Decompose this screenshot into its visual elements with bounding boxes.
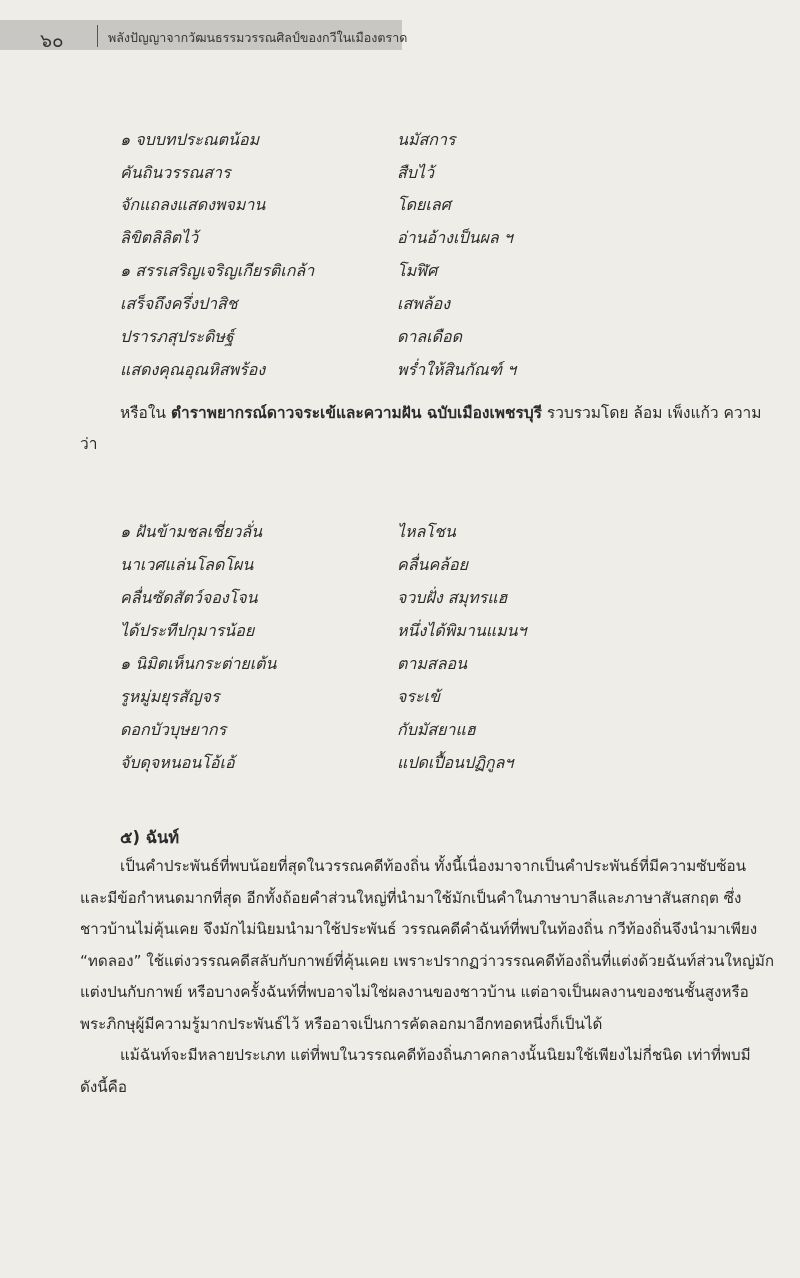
verse-line-left: ๑ สรรเสริญเจริญเกียรติเกล้า bbox=[120, 261, 315, 280]
verse-line-left: ๑ นิมิตเห็นกระต่ายเต้น bbox=[120, 654, 277, 673]
header-divider bbox=[97, 25, 98, 47]
section-heading: ๕) ฉันท์ bbox=[120, 828, 180, 847]
verse-line-left: ดอกบัวบุษยากร bbox=[120, 720, 227, 739]
verse-line-right: ตามสลอน bbox=[397, 654, 468, 673]
verse-line-left: ๑ จบบทประณตน้อม bbox=[120, 130, 260, 149]
verse-line-left: จับดุจหนอนโอ้เอ้ bbox=[120, 753, 235, 772]
verse-line-right: กับมัสยาแฮ bbox=[397, 720, 476, 739]
verse-line-left: แสดงคุณอุณหิสพร้อง bbox=[120, 360, 266, 379]
verse-line-right: นมัสการ bbox=[397, 130, 456, 149]
paragraph-line: “ทดลอง” ใช้แต่งวรรณคดีสลับกับกาพย์ที่คุ้นเคย เพราะปรากฏว่าวรรณคดีท้องถิ่นที่แต่งด้วยฉันท์ส่วนใหญ่มัก bbox=[80, 951, 775, 970]
verse-line-right: ไหลโชน bbox=[397, 522, 456, 541]
paragraph-line: และมีข้อกำหนดมากที่สุด อีกทั้งถ้อยคำส่วนใหญ่ที่นำมาใช้มักเป็นคำในภาษาบาลีและภาษาสันสกฤต ซึ่ง bbox=[80, 888, 742, 907]
verse-line-left: เสร็จถึงครึ่งปาสิช bbox=[120, 294, 238, 313]
verse-line-left: รูหมู่มยุรสัญจร bbox=[120, 687, 220, 706]
verse-line-right: โมฬิศ bbox=[397, 261, 438, 280]
verse-line-right: โดยเลศ bbox=[397, 195, 451, 214]
verse-line-left: ลิขิตลิลิตไว้ bbox=[120, 228, 199, 247]
book-title: ตำราพยากรณ์ดาวจระเข้และความฝัน ฉบับเมืองเพชรบุรี bbox=[170, 404, 542, 422]
running-title: พลังปัญญาจากวัฒนธรรมวรรณศิลป์ของกวีในเมืองตราด bbox=[108, 30, 408, 45]
verse-line-left: นาเวศแล่นโลดโผน bbox=[120, 555, 254, 574]
paragraph-line: ดังนี้คือ bbox=[80, 1077, 127, 1096]
paragraph-line: พระภิกษุผู้มีความรู้มากประพันธ์ไว้ หรืออาจเป็นการคัดลอกมาอีกทอดหนึ่งก็เป็นได้ bbox=[80, 1014, 603, 1033]
paragraph-line: แต่งปนกับกาพย์ หรือบางครั้งฉันท์ที่พบอาจไม่ใช่ผลงานของชาวบ้าน แต่อาจเป็นผลงานของชนชั้นสูงหรือ bbox=[80, 983, 749, 1001]
verse-line-right: หนึ่งได้พิมานแมนฯ bbox=[397, 621, 527, 640]
verse-line-left: จักแถลงแสดงพจมาน bbox=[120, 195, 266, 214]
verse-line-right: คลื่นคล้อย bbox=[397, 555, 468, 574]
verse-line-left: ๑ ฝันข้ามชลเชี่ยวลั่น bbox=[120, 522, 263, 541]
section-paragraph-2 bbox=[80, 1040, 776, 1103]
verse-line-right: จวบฝั่ง สมุทรแฮ bbox=[397, 588, 508, 607]
verse-line-right: พร่ำให้สินกัณฑ์ ฯ bbox=[397, 360, 517, 379]
page-number: ๖๐ bbox=[40, 30, 64, 52]
verse-line-left: คลื่นซัดสัตว์จองโจน bbox=[120, 588, 258, 607]
verse-line-right: แปดเปื้อนปฏิกูลฯ bbox=[397, 753, 514, 772]
intro-text: รวบรวมโดย ล้อม เพ็งแก้ว ความ bbox=[541, 404, 762, 422]
verse-line-right: สืบไว้ bbox=[397, 163, 434, 182]
verse-line-right: ดาลเดือด bbox=[397, 327, 463, 346]
verse-line-left: คันถินวรรณสาร bbox=[120, 163, 231, 182]
verse-line-left: ปรารภสุประดิษฐ์ bbox=[120, 327, 234, 346]
verse-line-right: จระเข้ bbox=[397, 687, 440, 706]
intro-text: หรือใน bbox=[120, 404, 171, 422]
intro-continuation: ว่า bbox=[80, 435, 98, 453]
paragraph-line: เป็นคำประพันธ์ที่พบน้อยที่สุดในวรรณคดีท้องถิ่น ทั้งนี้เนื่องมาจากเป็นคำประพันธ์ที่มีความซับซ้อน bbox=[120, 857, 747, 875]
verse-line-right: เสพล้อง bbox=[397, 294, 451, 313]
paragraph-line: ชาวบ้านไม่คุ้นเคย จึงมักไม่นิยมนำมาใช้ประพันธ์ วรรณคดีคำฉันท์ที่พบในท้องถิ่น กวีท้องถิ่นจึงนำมาเพียง bbox=[80, 920, 758, 938]
verse-line-right: อ่านอ้างเป็นผล ฯ bbox=[397, 228, 513, 247]
section-paragraph-1 bbox=[80, 851, 776, 1040]
intro-paragraph bbox=[120, 400, 761, 425]
paragraph-line: แม้ฉันท์จะมีหลายประเภท แต่ที่พบในวรรณคดีท้องถิ่นภาคกลางนั้นนิยมใช้เพียงไม่กี่ชนิด เท่าที่พบมี bbox=[120, 1046, 751, 1064]
verse-line-left: ได้ประทีปกุมารน้อย bbox=[120, 621, 255, 640]
